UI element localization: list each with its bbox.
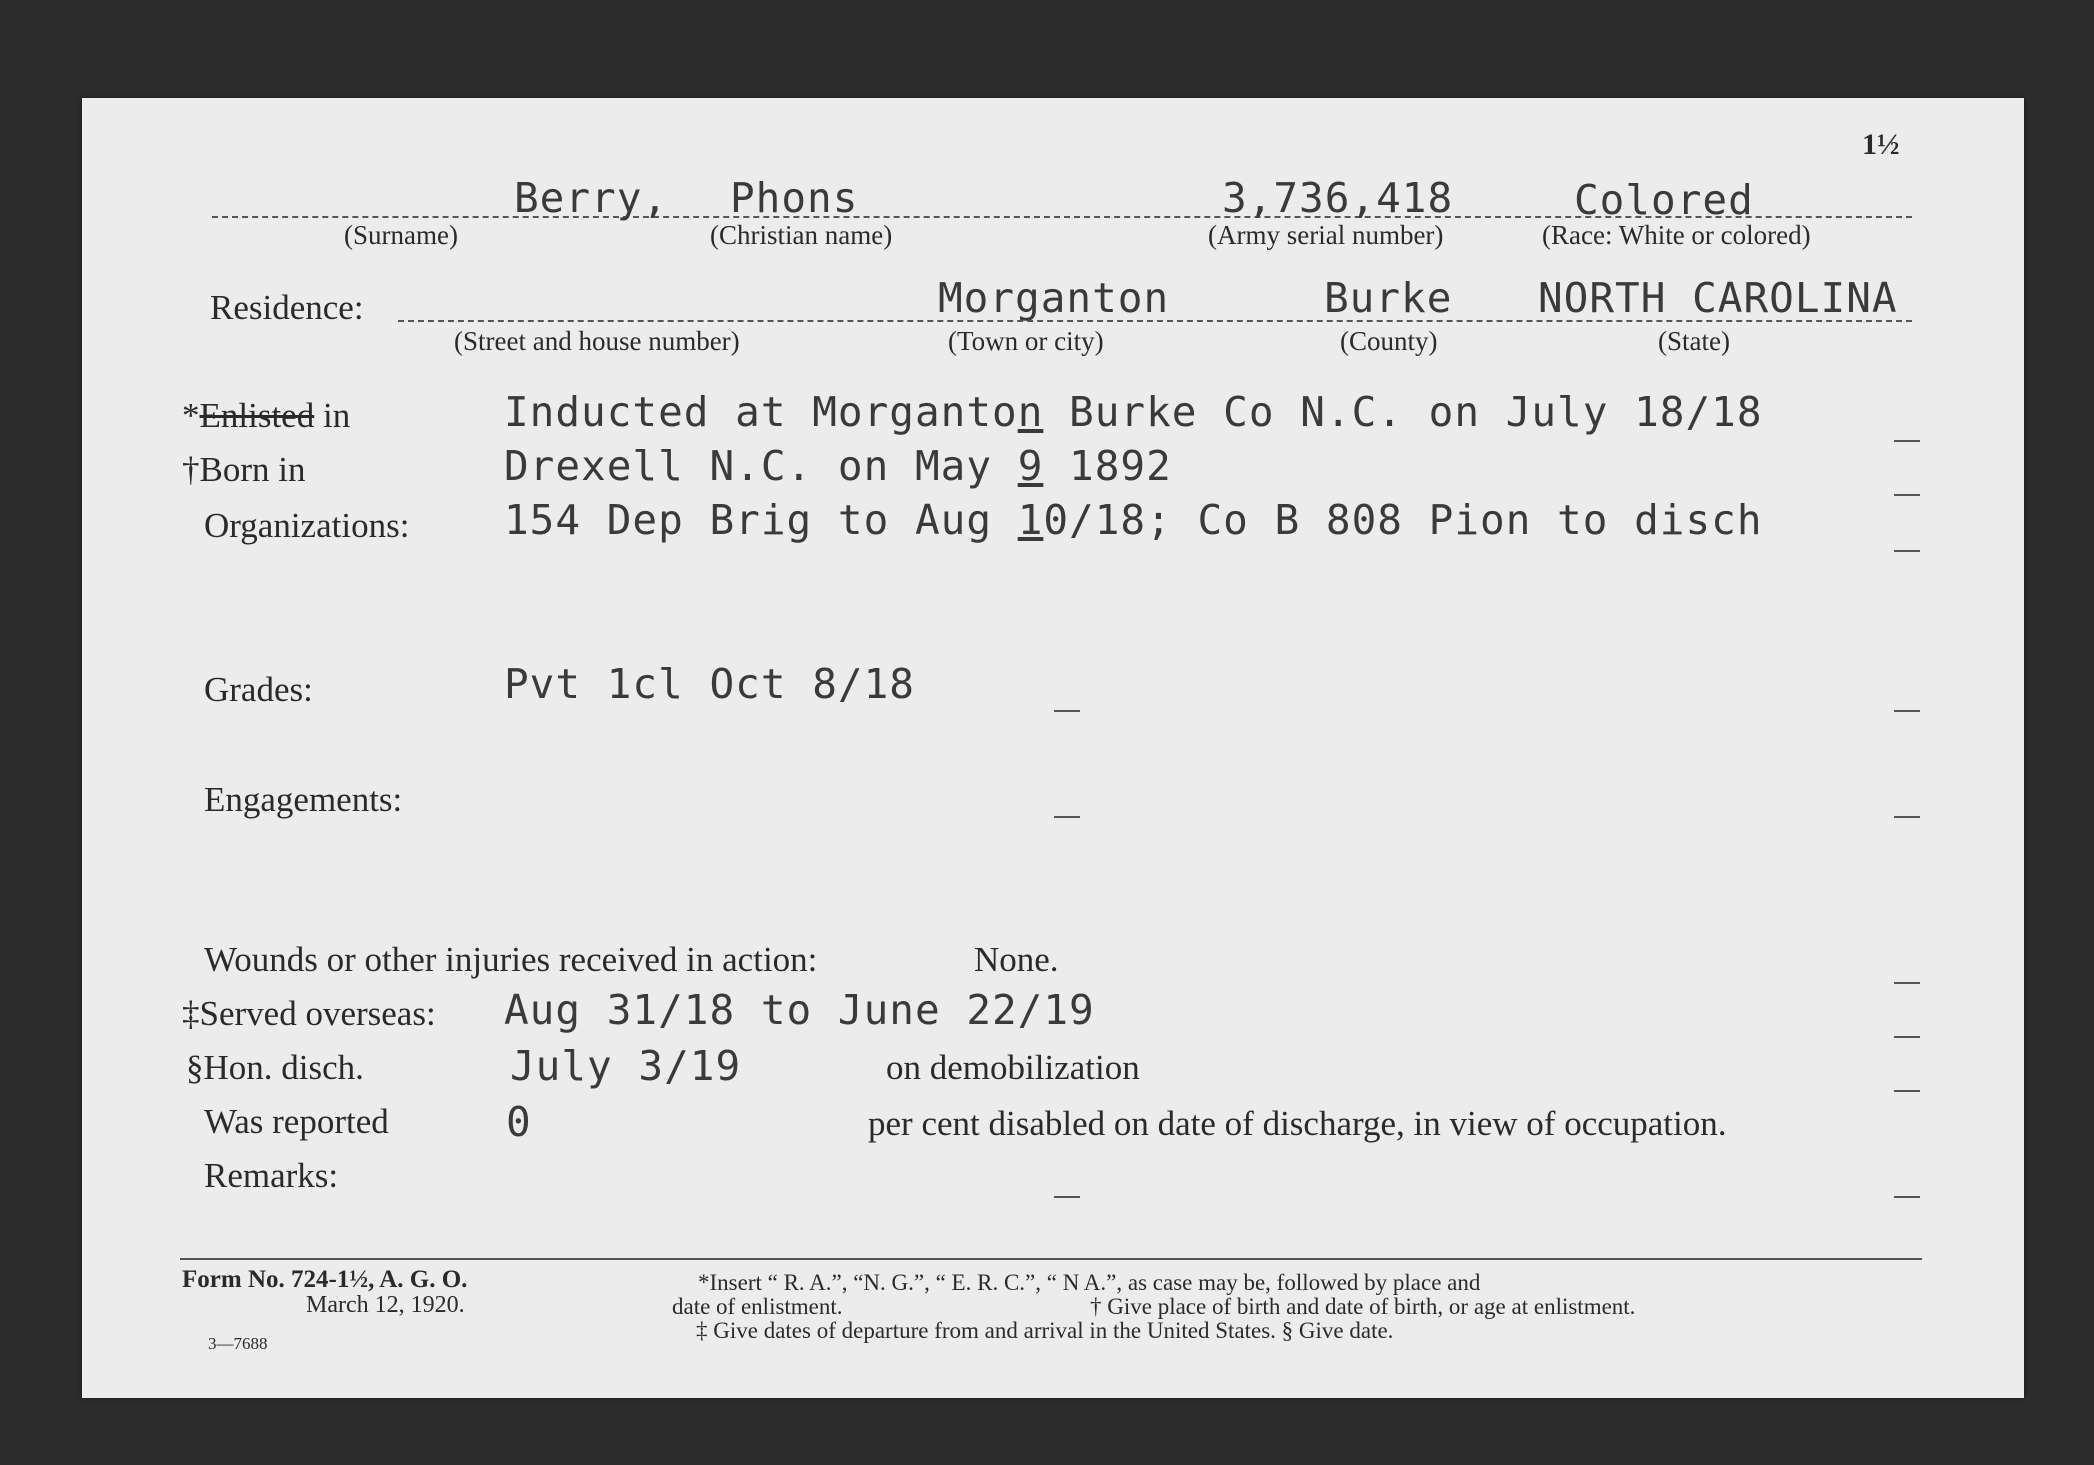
race-caption: (Race: White or colored) (1542, 220, 1811, 250)
residence-label: Residence: (210, 288, 364, 327)
state-value: NORTH CAROLINA (1538, 274, 1898, 322)
middle-dash (1054, 1196, 1080, 1198)
born-value-text-end: 1892 (1043, 442, 1172, 490)
christian-name-caption: (Christian name) (710, 220, 893, 250)
margin-dash (1894, 440, 1920, 442)
county-caption: (County) (1340, 326, 1438, 356)
overseas-label: ‡Served overseas: (182, 994, 436, 1033)
footnote-overseas: ‡ Give dates of departure from and arrival in the United States. § Give date. (696, 1318, 1394, 1343)
surname-caption: (Surname) (344, 220, 458, 250)
margin-dash (1894, 710, 1920, 712)
remarks-label: Remarks: (204, 1156, 339, 1195)
enlisted-value-underlined: n (1017, 388, 1044, 436)
wounds-label: Wounds or other injuries received in action: (204, 940, 818, 979)
born-value-underlined: 9 (1017, 442, 1044, 490)
county-value: Burke (1324, 274, 1453, 322)
enlisted-label (182, 396, 350, 436)
hon-disch-value: July 3/19 (510, 1042, 742, 1090)
born-label: †Born in (182, 450, 306, 489)
footnote-enlistment: date of enlistment. (672, 1294, 843, 1319)
enlisted-value (504, 388, 1763, 436)
enlisted-value-text-end: Burke Co N.C. on July 18/18 (1043, 388, 1763, 436)
margin-dash (1894, 816, 1920, 818)
serial-number-caption: (Army serial number) (1208, 220, 1444, 250)
organizations-label: Organizations: (204, 506, 410, 545)
organizations-value (504, 496, 1763, 544)
footnote-birth: † Give place of birth and date of birth, or age at enlistment. (1090, 1294, 1636, 1319)
margin-dash (1894, 982, 1920, 984)
state-caption: (State) (1658, 326, 1730, 356)
overseas-value: Aug 31/18 to June 22/19 (504, 986, 1095, 1034)
serial-number-value: 3,736,418 (1222, 174, 1454, 222)
christian-name-value: Phons (730, 174, 859, 222)
margin-dash (1894, 494, 1920, 496)
born-value (504, 442, 1172, 490)
enlisted-value-text: Inducted at Morganto (504, 388, 1018, 436)
reported-suffix: per cent disabled on date of discharge, in view of occupation. (868, 1104, 1727, 1143)
organizations-value-text: 154 Dep Brig to Aug (504, 496, 1018, 544)
town-caption: (Town or city) (948, 326, 1104, 356)
engagements-label: Engagements: (204, 780, 403, 819)
enlisted-label-rest: in (314, 396, 351, 435)
corner-mark: 1½ (1862, 128, 1900, 161)
wounds-value: None. (974, 940, 1059, 979)
middle-dash (1054, 710, 1080, 712)
middle-dash (1054, 816, 1080, 818)
hon-disch-label: §Hon. disch. (186, 1048, 364, 1087)
born-value-text: Drexell N.C. on May (504, 442, 1018, 490)
margin-dash (1894, 1090, 1920, 1092)
reported-value: 0 (506, 1098, 532, 1146)
print-code: 3—7688 (208, 1334, 268, 1353)
margin-dash (1894, 1036, 1920, 1038)
service-record-card (82, 98, 2024, 1398)
margin-dash (1894, 1196, 1920, 1198)
race-value: Colored (1574, 176, 1754, 224)
footnote-insert: *Insert “ R. A.”, “N. G.”, “ E. R. C.”, “ N A.”, as case may be, followed by place and (698, 1270, 1481, 1295)
footer-rule (180, 1258, 1922, 1260)
hon-disch-suffix: on demobilization (886, 1048, 1140, 1087)
enlisted-mark: * (182, 396, 200, 435)
street-caption: (Street and house number) (454, 326, 740, 356)
form-date: March 12, 1920. (306, 1292, 465, 1318)
organizations-value-text-end: 0/18; Co B 808 Pion to disch (1043, 496, 1763, 544)
organizations-value-underlined: 1 (1017, 496, 1044, 544)
town-value: Morganton (938, 274, 1170, 322)
enlisted-struck-word: Enlisted (199, 396, 315, 435)
grades-value: Pvt 1cl Oct 8/18 (504, 660, 915, 708)
reported-label: Was reported (204, 1102, 389, 1141)
surname-value: Berry, (514, 174, 669, 222)
form-number: Form No. 724-1½, A. G. O. (182, 1266, 468, 1293)
grades-label: Grades: (204, 670, 313, 709)
margin-dash (1894, 550, 1920, 552)
